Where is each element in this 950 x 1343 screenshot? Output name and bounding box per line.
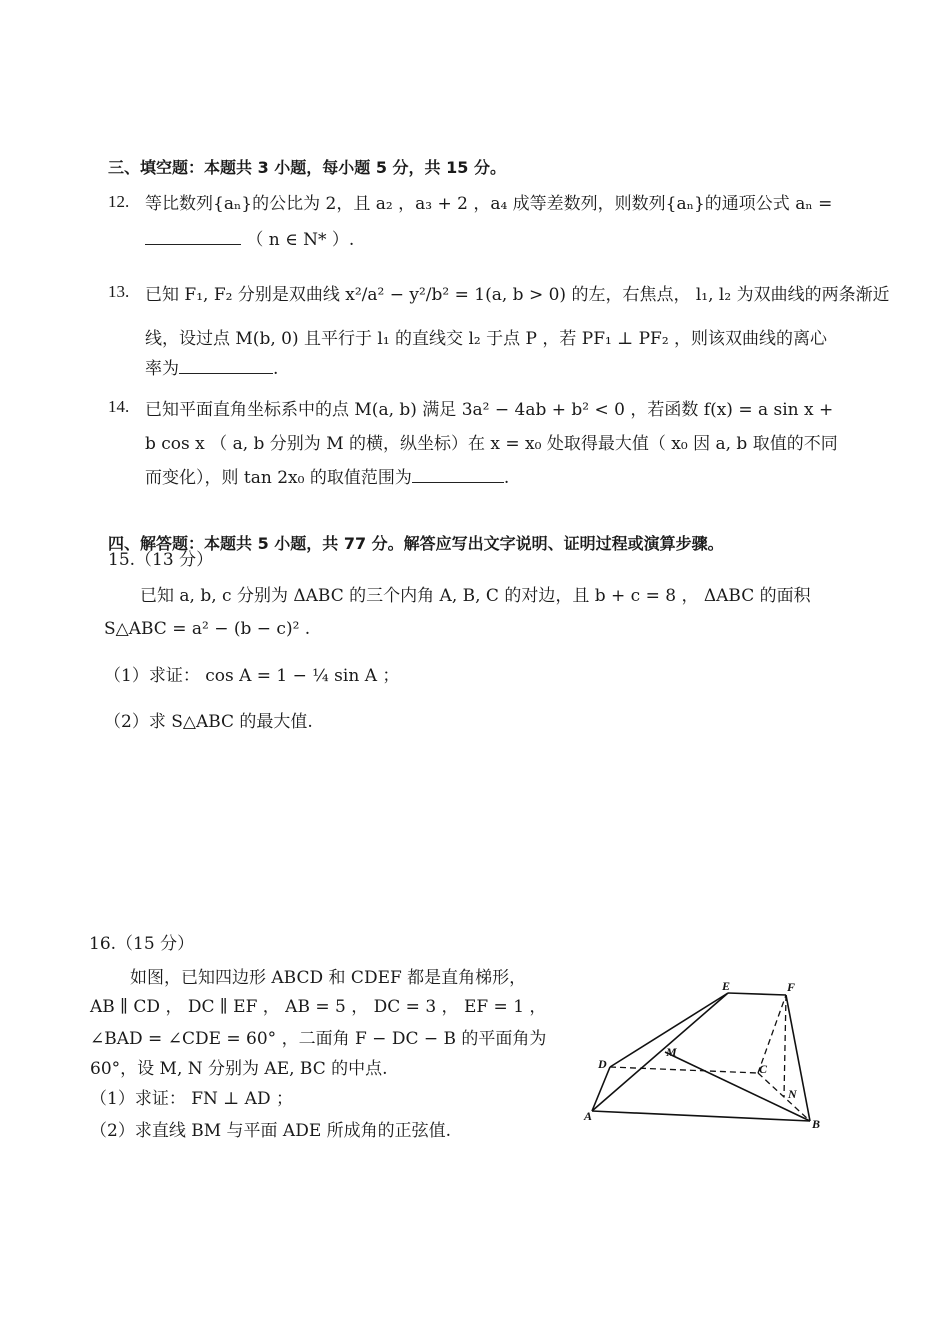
q13-line-1: 已知 F₁, F₂ 分别是双曲线 x²/a² − y²/b² = 1(a, b > 0) 的左，右焦点， l₁, l₂ 为双曲线的两条渐近	[145, 285, 890, 305]
q12-line-1: 等比数列{aₙ}的公比为 2，且 a₂ ，a₃ + 2 ，a₄ 成等差数列，则数列{aₙ}的通项公式 aₙ =	[145, 194, 833, 214]
q14-line-1: 已知平面直角坐标系中的点 M(a, b) 满足 3a² − 4ab + b² < 0 ，若函数 f(x) = a sin x +	[145, 400, 834, 420]
edge-ab	[592, 1111, 810, 1121]
q12-line-2: （ n ∈ N* ）.	[145, 228, 354, 252]
q13-number: 13.	[108, 282, 130, 301]
q15-part-2: （2）求 S△ABC 的最大值.	[104, 712, 313, 732]
label-n: N	[788, 1087, 797, 1101]
section-4-heading: 四、解答题：本题共 5 小题，共 77 分。解答应写出文字说明、证明过程或演算步骤。	[108, 534, 724, 553]
q14-line-3: 而变化），则 tan 2x₀ 的取值范围为 .	[145, 468, 510, 488]
q16-line-3: ∠BAD = ∠CDE = 60° ，二面角 F − DC − B 的平面角为	[90, 1029, 547, 1049]
q13-line-3: 率为 .	[145, 359, 279, 379]
edge-dc-hidden	[610, 1067, 758, 1073]
label-e: E	[722, 979, 731, 993]
q16-line-4: 60°，设 M, N 分别为 AE, BC 的中点.	[90, 1059, 388, 1079]
q15-line-1: 已知 a, b, c 分别为 ΔABC 的三个内角 A, B, C 的对边，且 b + c = 8 ， ΔABC 的面积	[140, 586, 811, 606]
q16-part-2: （2）求直线 BM 与平面 ADE 所成角的正弦值.	[90, 1121, 452, 1141]
label-c: C	[759, 1062, 768, 1076]
q16-line-2: AB ∥ CD ， DC ∥ EF ， AB = 5 ， DC = 3 ， EF = 1 ，	[90, 997, 547, 1017]
q15-heading: 15.（13 分）	[108, 550, 214, 570]
segment-fn-hidden	[784, 995, 786, 1097]
edge-ad	[592, 1067, 610, 1111]
label-a: A	[584, 1109, 593, 1123]
answer-blank[interactable]	[179, 357, 273, 374]
answer-blank[interactable]	[145, 228, 241, 245]
q16-heading: 16.（15 分）	[89, 934, 195, 954]
q15-part-1: （1）求证： cos A = 1 − ¼ sin A ；	[104, 666, 400, 686]
label-m: M	[666, 1045, 677, 1059]
geometry-figure	[580, 975, 830, 1135]
edge-ef	[728, 993, 786, 995]
q15-line-2: S△ABC = a² − (b − c)² .	[104, 619, 311, 639]
q14-line-2: b cos x （ a, b 分别为 M 的横，纵坐标）在 x = x₀ 处取得最大值（ x₀ 因 a, b 取值的不同	[145, 434, 838, 454]
label-f: F	[787, 980, 796, 994]
q12-number: 12.	[108, 192, 130, 211]
answer-blank[interactable]	[412, 466, 504, 483]
q16-part-1: （1）求证： FN ⊥ AD ；	[90, 1089, 293, 1109]
edge-ae	[592, 993, 728, 1111]
q13-line-2: 线，设过点 M(b, 0) 且平行于 l₁ 的直线交 l₂ 于点 P ，若 PF₁ ⊥ PF₂ ，则该双曲线的离心	[145, 329, 828, 349]
q16-line-1: 如图，已知四边形 ABCD 和 CDEF 都是直角梯形，	[130, 968, 527, 988]
label-d: D	[598, 1057, 607, 1071]
label-b: B	[812, 1117, 821, 1131]
q14-number: 14.	[108, 397, 130, 416]
section-3-heading: 三、填空题：本题共 3 小题，每小题 5 分，共 15 分。	[108, 158, 506, 177]
